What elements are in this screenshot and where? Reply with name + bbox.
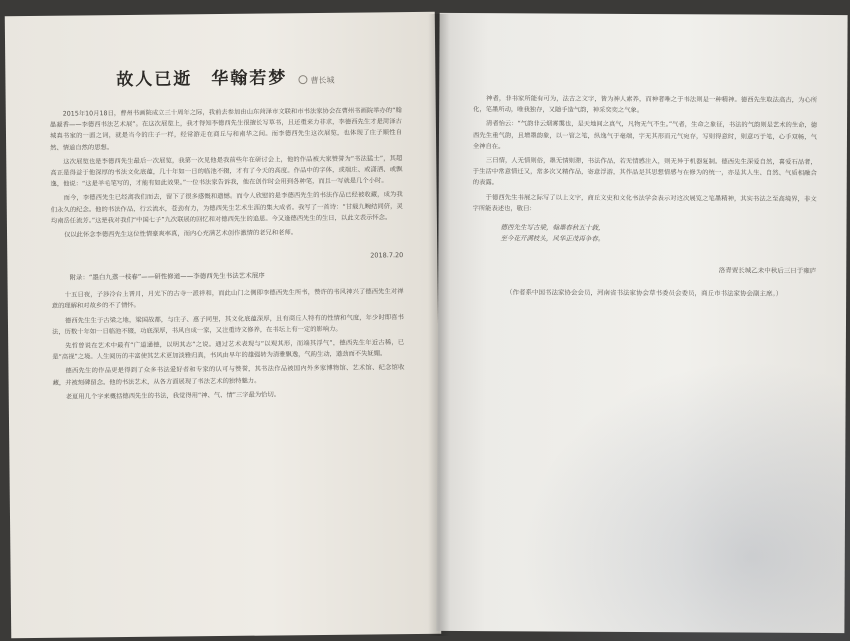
paragraph: 神者，非书家所能有可为，法古之文字，皆为神人素养，而神者唯之于书法则是一种精神。德西先生取法高古，为心所化，笔墨所动，唯我独存，又随手造气韵，神采奕奕之气象。 — [473, 95, 818, 115]
paragraph: 三曰情，人无情则俗，墨无情则滞，书法作品，若无情感注入，则无异于机器复制。德西先生深爱自然，喜爱石品者，于生活中常意情迁又，常多次又精作品，寄意浮游，其作品是其思想情感与在修为的统一，亦是其人生、自然、气质相融合的表露。 — [472, 157, 817, 187]
article-date: 2018.7.20 — [370, 251, 404, 260]
paragraph: 德西先生生于古梁之地，梁国故都，与庄子、惠子同里，其文化底蕴深厚，且有商丘人特有的性情和气度，年少时即喜书法，历数十年如一日临池不辍，功底深厚，书风自成一家，又注重诗文修养，在书坛上有一定的影响力。 — [52, 313, 404, 336]
paragraph: 清者怡云：“气韵非云烟雾霭也，是天地间之真气，凡物无气不生。”气者，生命之象征，书法的气韵则是艺术的生命，德西先生重气韵，且增墨韵象，以一管之笔，纵逸气于毫端，字无其形而元气宛存，写则得意时，则意巧于笔，心手双畅，气全神自在。 — [472, 120, 818, 151]
left-page — [5, 12, 441, 638]
author-note: （作者系中国书法家协会会员，河南省书法家协会草书委员会委员，商丘市书法家协会副主席。） — [506, 288, 783, 298]
poem-line: 德西先生写古梁，翰墨春秋五十载， — [500, 223, 605, 232]
paragraph: 老夏用几个字来概括德西先生的书法，我觉得用“神、气、情”三字最为恰切。 — [65, 391, 281, 401]
signature: 洛青贾长城乙未中秋后三日于雍庐 — [718, 266, 817, 275]
author-byline — [298, 76, 334, 85]
paragraph: 十五日夜，子涉冷台上晋月，月光下的古寺一派祥和，而此山门之侧即李德西先生所书，赞许的书风神兴了德西先生对禅意的理解和对故乡的不了情怀。 — [51, 288, 404, 311]
article-title: 故人已逝 华翰若梦 — [116, 68, 288, 91]
paragraph: 德西先生的作品更是得到了众多书法爱好者和专家的认可与赞誉，其书法作品被国内外多家博物馆、艺术馆、纪念馆收藏，并被刻碑留念。他的书法艺术，从各方面展现了书法艺术的独特魅力。 — [52, 364, 405, 387]
paragraph: 这次展览也是李德西先生最后一次展览，我第一次见他是我前些年在研讨会上，他的作品被大家赞誉为“书法猛士”，其超高正是得益于他深厚的书法文化底蕴，几十年如一日的临池不辍，才有了今天的高度。作品中的字体，或端庄、或潇洒、或飘逸，他说：“这是羊毛笔写的，才能有如此效果。”一位书法家告诉我，他在创作时会用到各种笔，而且一写就是几个小时。 — [50, 154, 403, 189]
shadow-overlay — [520, 360, 850, 641]
poem-line: 至今花开满枝头，风华正茂再争春。 — [500, 234, 605, 243]
paragraph: 仅以此怀念李德西先生这位性情豪爽率真，而内心充满艺术创作激情的老兄和老师。 — [64, 229, 298, 239]
appendix-title: 附录：“墨白九蒸一枝春”——研性修道——李德西先生书法艺术展序 — [69, 271, 265, 282]
book-gutter — [428, 14, 450, 636]
paragraph: 而今，李德西先生已经离我们而去，留下了很多感慨和遗憾。而令人欣慰的是李德西先生的书法作品已经被收藏，成为我们永久的纪念。他的书法作品，行云流水，苍劲有力，为德西先生艺术生涯的集大成者。我写了一首诗：“甘载九畹结同侪，灵均南岳任流芳。”这是我对我们“中国七子”九次联展的回忆和对德西先生的追思。今又逢德西先生的生日，以此文表示怀念。 — [50, 191, 403, 225]
author-mark-icon — [298, 75, 307, 84]
poem — [500, 222, 816, 246]
paragraph: 2015年10月18日，曹州书画院成立三十周年之际，我前去参加由山东菏泽市文联和市书法家协会在曹州书画院举办的“翰墨凝香——李德西书法艺术展”。在这次展览上，我才得知李德西先生很擅长写草书，且还重来力非求，李德西先生才是菏泽古城真书家的一面之词，就是当今的庄子一样，经常游走在商丘与和南华之间。而李德西先生这次展览，也体现了庄子顺性自然、情道自然的思想。 — [49, 107, 403, 152]
paragraph: 于德西先生书展之际写了以上文字，商丘文史和文化书法学会表示对这次展览之笔墨精神，其实书法之至高境界，非文字所能表述也，敬曰： — [472, 193, 817, 213]
paragraph: 先哲曾说在艺术中最有“广道通德，以明其志”之说。通过艺术表现与“以观其形，而端其浮气”，德西先生年近古稀，已是“高视”之境。人生阅历的丰富使其艺术更加淡雅归真，书风由早年的雄强转为清雅飘逸，气韵生动，遒劲而不失妩媚。 — [52, 339, 405, 362]
article-header — [49, 62, 401, 91]
author-name: 曹长城 — [310, 75, 335, 86]
